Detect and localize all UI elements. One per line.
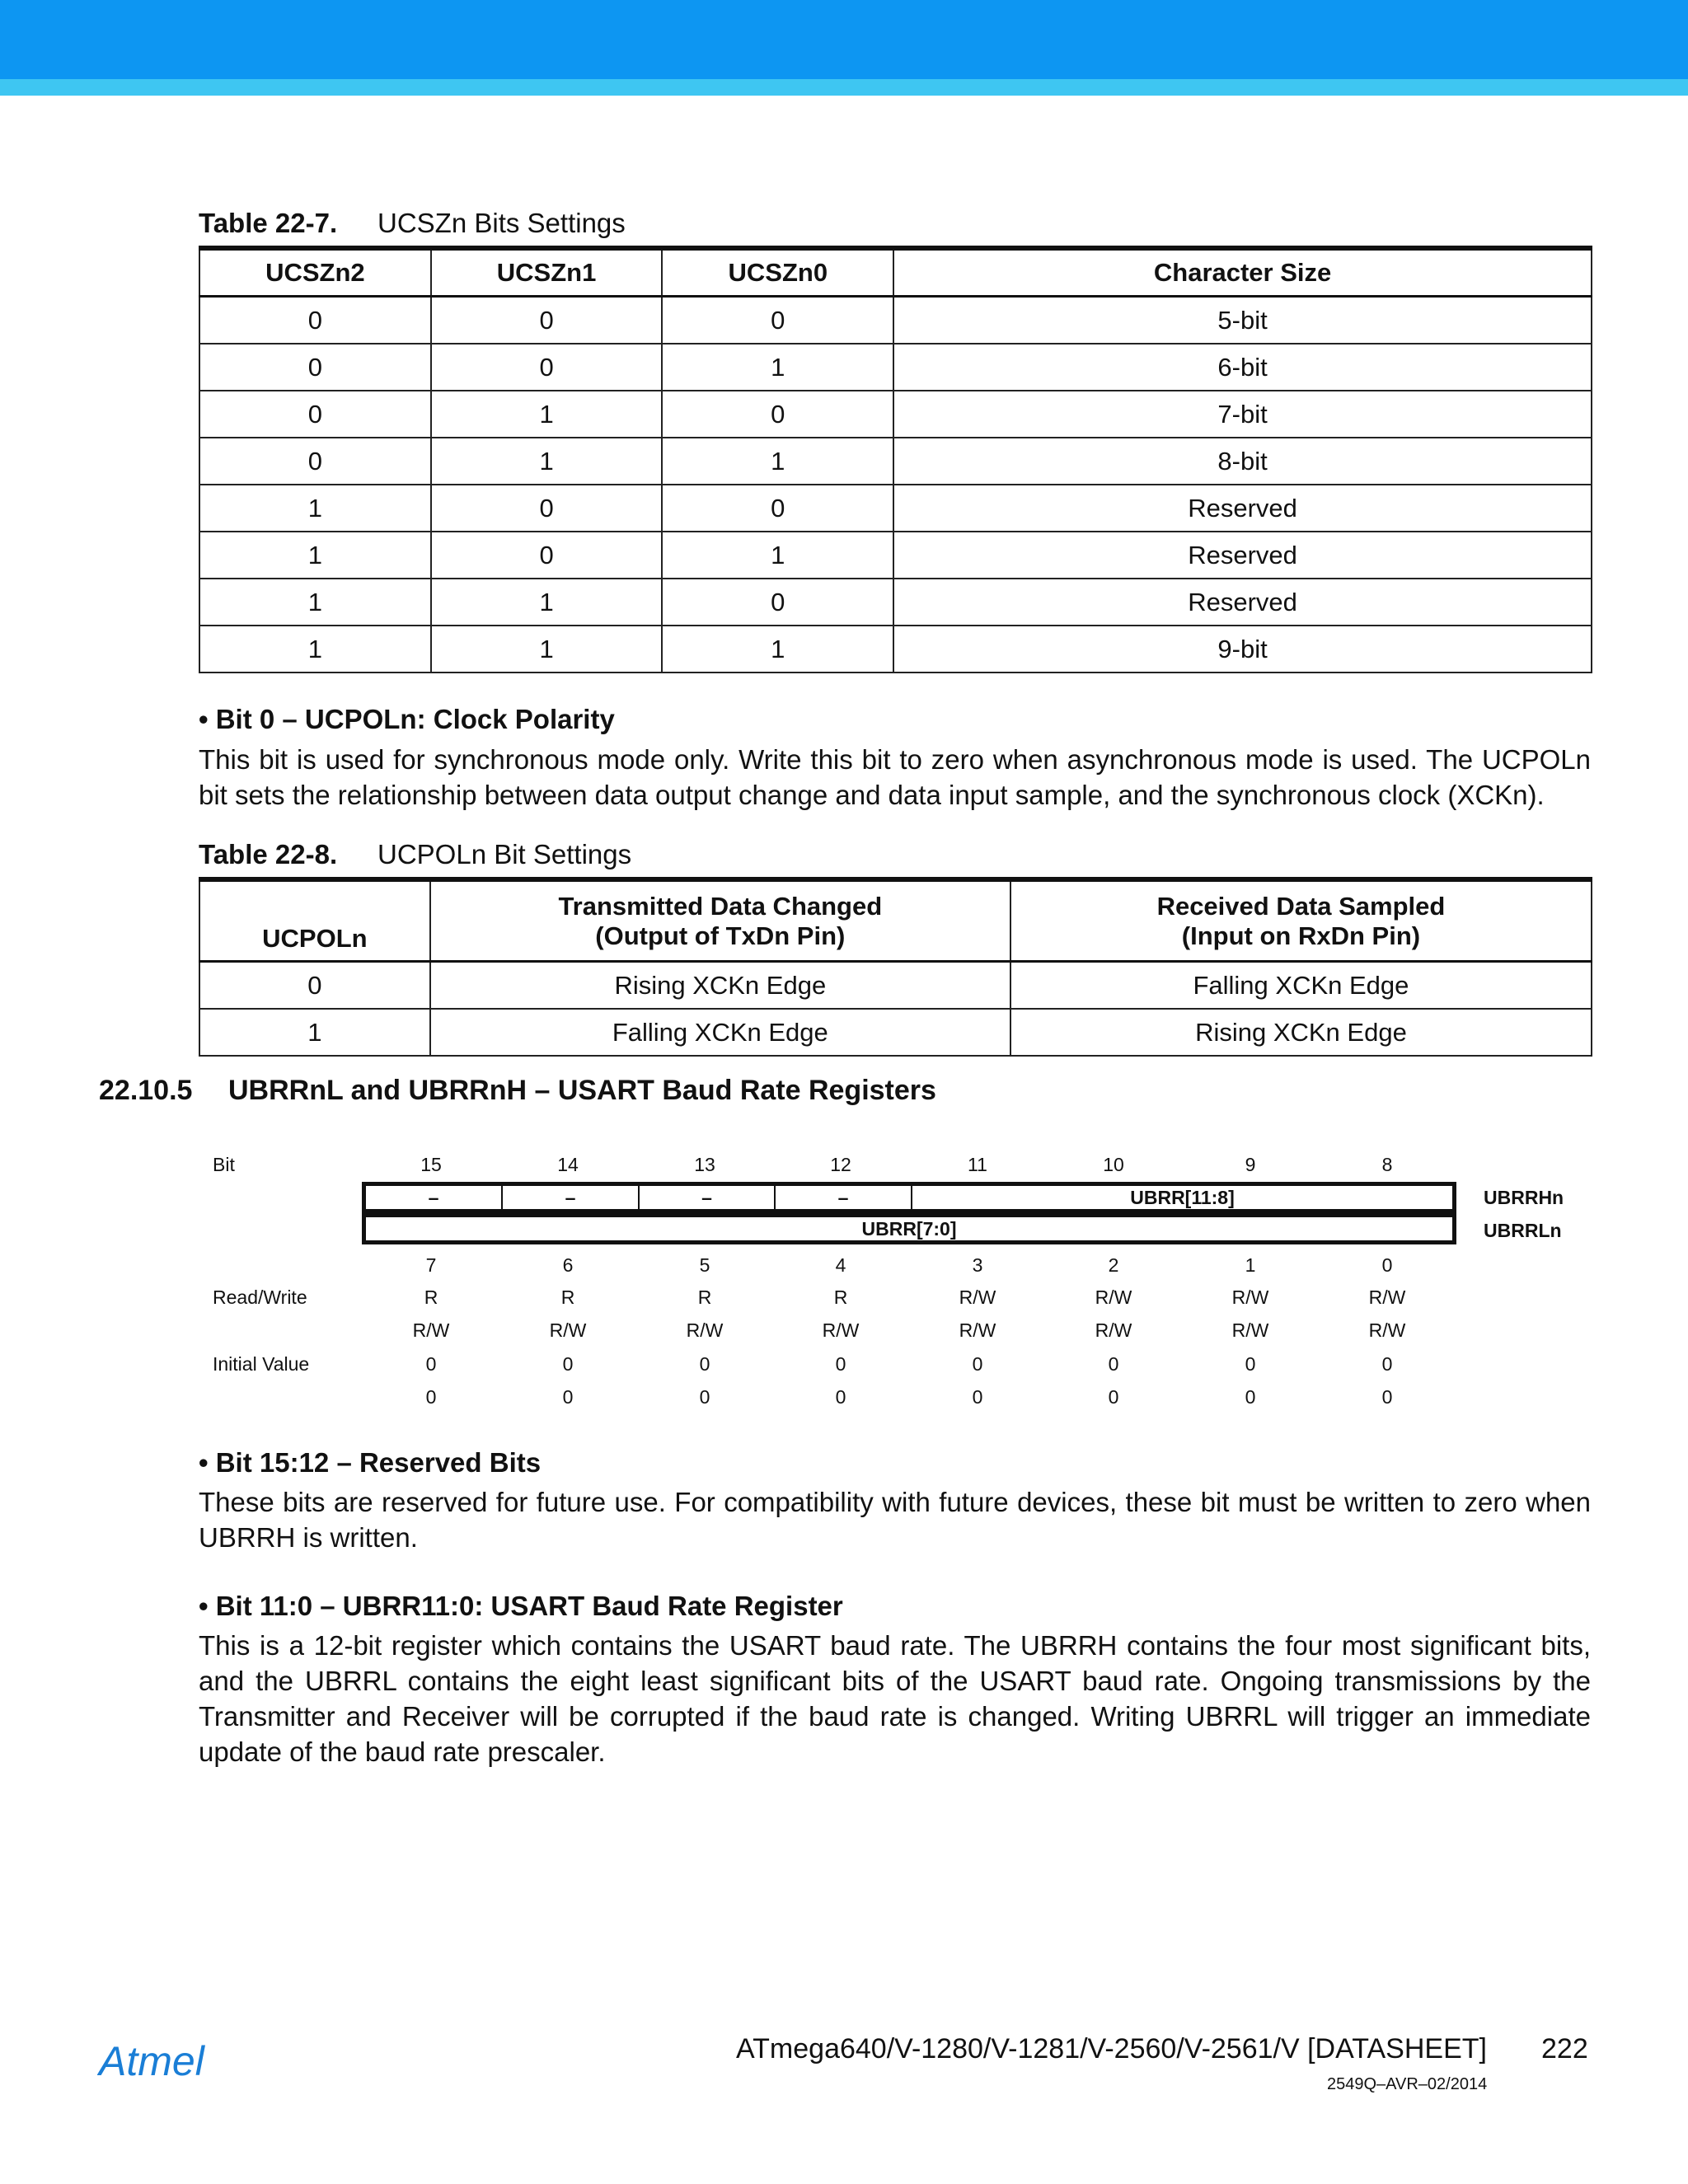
access-value: R/W: [549, 1319, 587, 1341]
initial-value: 0: [1245, 1353, 1256, 1375]
header-line: Transmitted Data Changed: [558, 891, 883, 921]
bit-number: 1: [1245, 1254, 1256, 1276]
header-cell: UCPOLn: [199, 879, 430, 962]
bit-number: 5: [699, 1254, 710, 1276]
reserved-bits-heading: • Bit 15:12 – Reserved Bits: [199, 1447, 542, 1478]
table-cell: 0: [431, 344, 663, 391]
table-cell: Reserved: [893, 579, 1592, 626]
bit-number: 15: [420, 1154, 442, 1175]
table-cell: 9-bit: [893, 626, 1592, 673]
reserved-bit-cell: –: [366, 1186, 503, 1209]
page-number: 222: [1541, 2033, 1588, 2064]
header-cell: UCSZn2: [199, 248, 431, 297]
table-row: [199, 532, 1592, 579]
section-heading: [99, 1075, 936, 1107]
table-cell: 0: [199, 344, 431, 391]
table-cell: 0: [662, 391, 893, 438]
table-cell: 0: [662, 579, 893, 626]
initial-value: 0: [1108, 1386, 1119, 1408]
table-cell: 0: [431, 297, 663, 344]
header-stripe: [0, 79, 1688, 96]
ubrrh-register: [362, 1182, 1456, 1213]
read-write-label: Read/Write: [213, 1286, 307, 1308]
header-cell: [1010, 879, 1592, 962]
initial-value: 0: [562, 1386, 574, 1408]
table-cell: 1: [199, 626, 431, 673]
header-line: Received Data Sampled: [1156, 891, 1446, 921]
initial-value: 0: [1381, 1353, 1393, 1375]
table-cell: Reserved: [893, 532, 1592, 579]
access-value: R/W: [686, 1319, 724, 1341]
table-row: [199, 485, 1592, 532]
table-cell: Reserved: [893, 485, 1592, 532]
table7-number: Table 22-7.: [199, 208, 338, 238]
header-line: (Output of TxDn Pin): [595, 921, 846, 950]
ubrr-heading: • Bit 11:0 – UBRR11:0: USART Baud Rate Register: [199, 1591, 843, 1621]
table7-title: UCSZn Bits Settings: [377, 208, 626, 238]
initial-value: 0: [699, 1386, 710, 1408]
access-value: R: [833, 1286, 848, 1308]
table-cell: 1: [431, 626, 663, 673]
table-cell: 1: [199, 485, 431, 532]
initial-value: 0: [835, 1386, 846, 1408]
table-cell: 0: [199, 297, 431, 344]
footer-doc-title: ATmega640/V-1280/V-1281/V-2560/V-2561/V [DATASHEET]: [736, 2033, 1487, 2064]
header-line: (Input on RxDn Pin): [1181, 921, 1421, 950]
initial-value: 0: [562, 1353, 574, 1375]
access-value: R: [424, 1286, 438, 1308]
section-number: 22.10.5: [99, 1075, 193, 1106]
bit-number: 0: [1381, 1254, 1393, 1276]
initial-value-label: Initial Value: [213, 1353, 310, 1375]
table-header-row: [199, 248, 1592, 297]
bit0-heading: • Bit 0 – UCPOLn: Clock Polarity: [199, 704, 615, 734]
table-header-row: [199, 879, 1592, 962]
initial-value: 0: [1381, 1386, 1393, 1408]
initial-value: 0: [1245, 1386, 1256, 1408]
bit0-paragraph: This bit is used for synchronous mode only. Write this bit to zero when asynchronous mode is used. The UCPOLn bit sets the relationship between data output change and data input sample, and the synchronous clock (XCKn).: [199, 744, 1591, 810]
bit-label: Bit: [213, 1154, 235, 1175]
table-row: [199, 579, 1592, 626]
table-cell: 1: [431, 391, 663, 438]
bit-number: 11: [968, 1154, 987, 1175]
access-value: R/W: [1231, 1319, 1269, 1341]
initial-value: 0: [972, 1386, 983, 1408]
table-row: [199, 438, 1592, 485]
bit-number: 3: [972, 1254, 983, 1276]
access-value: R/W: [1368, 1286, 1406, 1308]
bit-number: 7: [425, 1254, 437, 1276]
access-value: R/W: [412, 1319, 450, 1341]
header-cell: Character Size: [893, 248, 1592, 297]
table-row: [199, 344, 1592, 391]
table-row: [199, 391, 1592, 438]
bit-number: 2: [1108, 1254, 1119, 1276]
table-cell: Rising XCKn Edge: [1010, 1009, 1592, 1056]
table-cell: 0: [199, 962, 430, 1010]
initial-value: 0: [699, 1353, 710, 1375]
table-cell: 1: [199, 532, 431, 579]
table-cell: 1: [199, 1009, 430, 1056]
reserved-bit-cell: –: [503, 1186, 640, 1209]
table-cell: 0: [199, 391, 431, 438]
table-row: [199, 1009, 1592, 1056]
table-cell: 0: [199, 438, 431, 485]
access-value: R/W: [822, 1319, 860, 1341]
initial-value: 0: [425, 1353, 437, 1375]
access-value: R/W: [959, 1286, 996, 1308]
access-value: R/W: [1095, 1286, 1132, 1308]
table7-caption: [199, 208, 626, 239]
access-value: R/W: [1368, 1319, 1406, 1341]
initial-value: 0: [1108, 1353, 1119, 1375]
logo-text: Atmel: [99, 2038, 204, 2084]
bit-number: 9: [1245, 1154, 1256, 1175]
initial-value: 0: [425, 1386, 437, 1408]
atmel-logo: [97, 2036, 241, 2085]
table-cell: 5-bit: [893, 297, 1592, 344]
bit-number: 4: [835, 1254, 846, 1276]
table-cell: 1: [662, 626, 893, 673]
access-value: R/W: [959, 1319, 996, 1341]
table8-number: Table 22-8.: [199, 839, 338, 869]
table-cell: 8-bit: [893, 438, 1592, 485]
table-row: [199, 962, 1592, 1010]
table-cell: 7-bit: [893, 391, 1592, 438]
bit-number: 12: [830, 1154, 851, 1175]
ubrrl-register: [362, 1213, 1456, 1244]
table-cell: 6-bit: [893, 344, 1592, 391]
doc-revision: 2549Q–AVR–02/2014: [1327, 2075, 1488, 2093]
reserved-bit-cell: –: [776, 1186, 912, 1209]
table-cell: Rising XCKn Edge: [430, 962, 1010, 1010]
ubrr-low-field: UBRR[7:0]: [861, 1217, 957, 1240]
initial-value: 0: [972, 1353, 983, 1375]
table-cell: 1: [662, 344, 893, 391]
ucszn-table: [199, 246, 1592, 673]
bit-number: 14: [557, 1154, 579, 1175]
table-cell: 0: [431, 532, 663, 579]
table-row: [199, 626, 1592, 673]
bit-number: 13: [694, 1154, 715, 1175]
table-cell: 0: [662, 297, 893, 344]
header-cell: UCSZn1: [431, 248, 663, 297]
table-cell: 1: [662, 532, 893, 579]
table-cell: Falling XCKn Edge: [1010, 962, 1592, 1010]
table8-caption: [199, 839, 631, 870]
table-cell: 1: [431, 438, 663, 485]
section-title: UBRRnL and UBRRnH – USART Baud Rate Registers: [228, 1075, 936, 1106]
ubrrh-label: UBRRHn: [1484, 1187, 1564, 1208]
reserved-bit-cell: –: [640, 1186, 776, 1209]
table-cell: 1: [199, 579, 431, 626]
table-cell: Falling XCKn Edge: [430, 1009, 1010, 1056]
table-cell: 1: [431, 579, 663, 626]
reserved-bits-paragraph: These bits are reserved for future use. For compatibility with future devices, these bit must be written to zero when UBRRH is written.: [199, 1487, 1591, 1553]
access-value: R/W: [1095, 1319, 1132, 1341]
initial-value: 0: [835, 1353, 846, 1375]
table-cell: 1: [662, 438, 893, 485]
bit-number: 6: [562, 1254, 574, 1276]
table-cell: 0: [431, 485, 663, 532]
table8-title: UCPOLn Bit Settings: [377, 839, 632, 869]
ubrr-paragraph: This is a 12-bit register which contains the USART baud rate. The UBRRH contains the four most significant bits, and the UBRRL contains the eight least significant bits of the USART baud rate. Ongoing transmissions by the Transmitter and Receiver will be corrupted if the baud rate is changed. Writing UBRRL will trigger an immediate update of the baud rate prescaler.: [199, 1630, 1591, 1767]
table-cell: 0: [662, 485, 893, 532]
ucpoln-table: [199, 877, 1592, 1057]
access-value: R: [697, 1286, 712, 1308]
header-cell: UCSZn0: [662, 248, 893, 297]
ubrr-high-field: UBRR[11:8]: [1130, 1186, 1235, 1208]
header-cell: [430, 879, 1010, 962]
header-band: [0, 0, 1688, 79]
bit-number: 10: [1103, 1154, 1124, 1175]
table-row: [199, 297, 1592, 344]
access-value: R/W: [1231, 1286, 1269, 1308]
bit-number: 8: [1381, 1154, 1393, 1175]
access-value: R: [560, 1286, 575, 1308]
ubrrl-label: UBRRLn: [1484, 1220, 1562, 1241]
